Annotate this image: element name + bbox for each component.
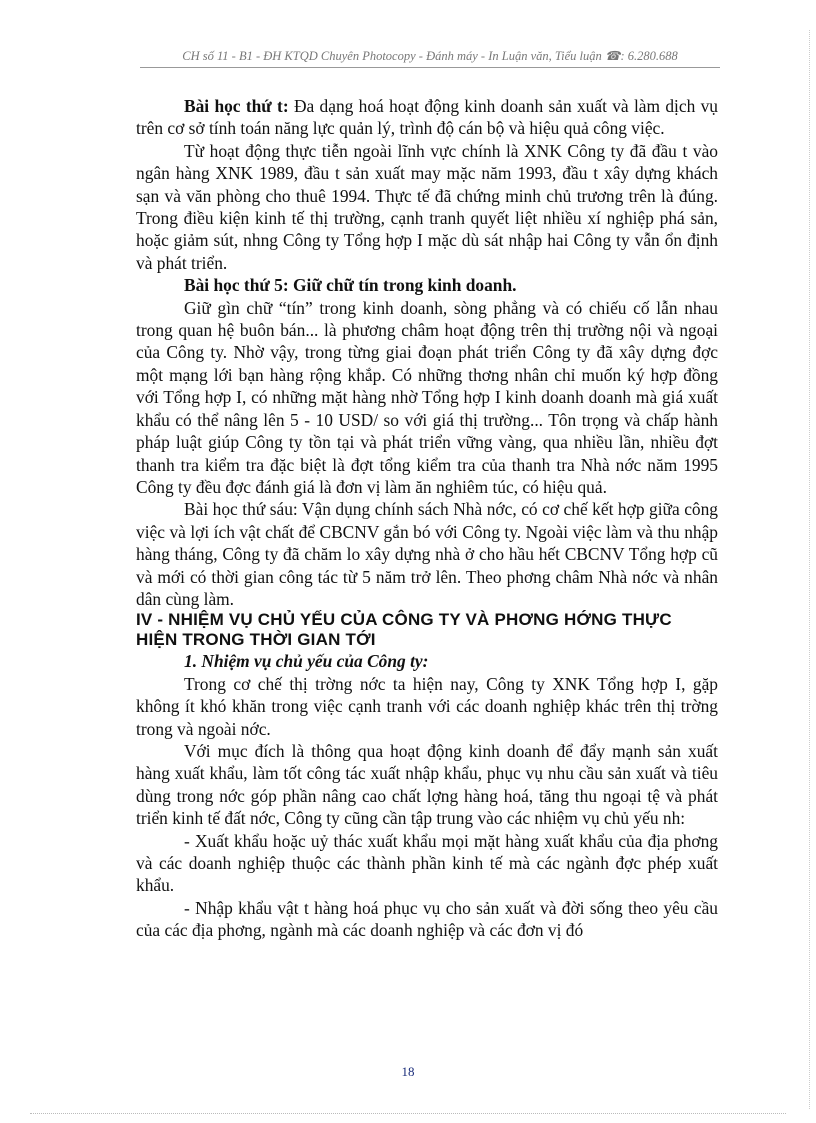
lesson-title: Bài học thứ 5: Giữ chữ tín trong kinh doanh. xyxy=(184,275,517,296)
page-border-right xyxy=(809,30,810,1109)
paragraph xyxy=(136,498,718,610)
document-body xyxy=(136,95,718,942)
paragraph: - Xuất khẩu hoặc uỷ thác xuất khẩu mọi mặt hàng xuất khẩu của địa phơng và các doanh nghiệp thuộc các thành phần kinh tế mà các ngành đợc phép xuất khẩu. xyxy=(136,830,718,896)
paragraph-text: Bài học thứ sáu: Vận dụng chính sách Nhà nớc, có cơ chế kết hợp giữa công việc và lợi ích vật chất để CBCNV gắn bó với Công ty. Ngoài việc làm và thu nhập hàng tháng, Công ty đã chăm lo xây dựng nhà ở cho hầu hết CBCNV Tổng hợp cũ và mới có thời gian công tác từ 5 năm trở lên. Theo phơng châm Nhà nớc và nhân dân cùng làm. xyxy=(136,499,718,609)
paragraph: - Nhập khẩu vật t hàng hoá phục vụ cho sản xuất và đời sống theo yêu cầu của các địa phơng, ngành mà các doanh nghiệp và các đơn vị đó xyxy=(136,897,718,941)
paragraph: Với mục đích là thông qua hoạt động kinh doanh để đẩy mạnh sản xuất hàng xuất khẩu, làm tốt công tác xuất nhập khẩu, phục vụ nhu cầu sản xuất và tiêu dùng trong nớc góp phần nâng cao chất lợng hàng hoá, tăng thu ngoại tệ và phát triển kinh tế đất nớc, Công ty cũng cần tập trung vào các nhiệm vụ chủ yếu nh: xyxy=(136,740,718,829)
lesson-title: Bài học thứ t: xyxy=(184,96,289,116)
paragraph xyxy=(136,297,718,499)
page-border-bottom xyxy=(30,1113,786,1114)
paragraph xyxy=(136,140,718,274)
paragraph xyxy=(136,95,718,140)
paragraph: Trong cơ chế thị trờng nớc ta hiện nay, Công ty XNK Tổng hợp I, gặp không ít khó khăn trong việc cạnh tranh với các doanh nghiệp khác trên thị trờng trong và ngoài nớc. xyxy=(136,673,718,739)
page-header: CH số 11 - B1 - ĐH KTQD Chuyên Photocopy - Đánh máy - In Luận văn, Tiểu luận ☎: 6.280.688 xyxy=(140,48,720,68)
paragraph-text: Đa dạng hoá hoạt động kinh doanh sản xuất và làm dịch vụ trên cơ sở tính toán năng lực quản lý, trình độ cán bộ và hiệu quả công việc. xyxy=(136,96,718,139)
subsection-heading: 1. Nhiệm vụ chủ yếu của Công ty: xyxy=(184,651,429,672)
paragraph-text: Giữ gìn chữ “tín” trong kinh doanh, sòng phẳng và có chiếu cố lẫn nhau trong quan hệ buôn bán... là phương châm hoạt động trên thị trường nội và ngoại của Công ty. Nhờ vậy, trong từng giai đoạn phát triển Công ty đã xây dựng đợc một mạng lới bạn hàng rộng khắp. Có những thơng nhân chỉ muốn ký hợp đồng với Tổng hợp I, có những mặt hàng nhờ Tổng hợp I kinh doanh doanh mà giá xuất khẩu có thể nâng lên 5 - 10 USD/ so với giá thị trường... Tôn trọng và chấp hành pháp luật giúp Công ty tồn tại và phát triển vững vàng, qua nhiều lần, nhiều đợt thanh tra kiểm tra đặc biệt là đợt tổng kiểm tra của thanh tra Nhà nớc năm 1995 Công ty đều đợc đánh giá là đơn vị làm ăn nghiêm túc, có hiệu quả. xyxy=(136,297,718,497)
section-heading: IV - NHIỆM VỤ CHỦ YẾU CỦA CÔNG TY VÀ PHƠNG HỚNG THỰC HIỆN TRONG THỜI GIAN TỚI xyxy=(136,610,672,650)
page-number: 18 xyxy=(401,1064,415,1079)
paragraph-text: Từ hoạt động thực tiễn ngoài lĩnh vực chính là XNK Công ty đã đầu t vào ngân hàng XNK 1989, đầu t sản xuất may mặc năm 1993, đầu t xây dựng khách sạn và văn phòng cho thuê 1994. Thực tế đã chứng minh chủ trương trên là đúng. Trong điều kiện kinh tế thị trường, cạnh tranh quyết liệt nhiều xí nghiệp phá sản, hoặc giảm sút, nhng Công ty Tổng hợp I mặc dù sát nhập hai Công ty vẫn ổn định và phát triển. xyxy=(136,140,718,273)
paragraph xyxy=(136,274,718,296)
